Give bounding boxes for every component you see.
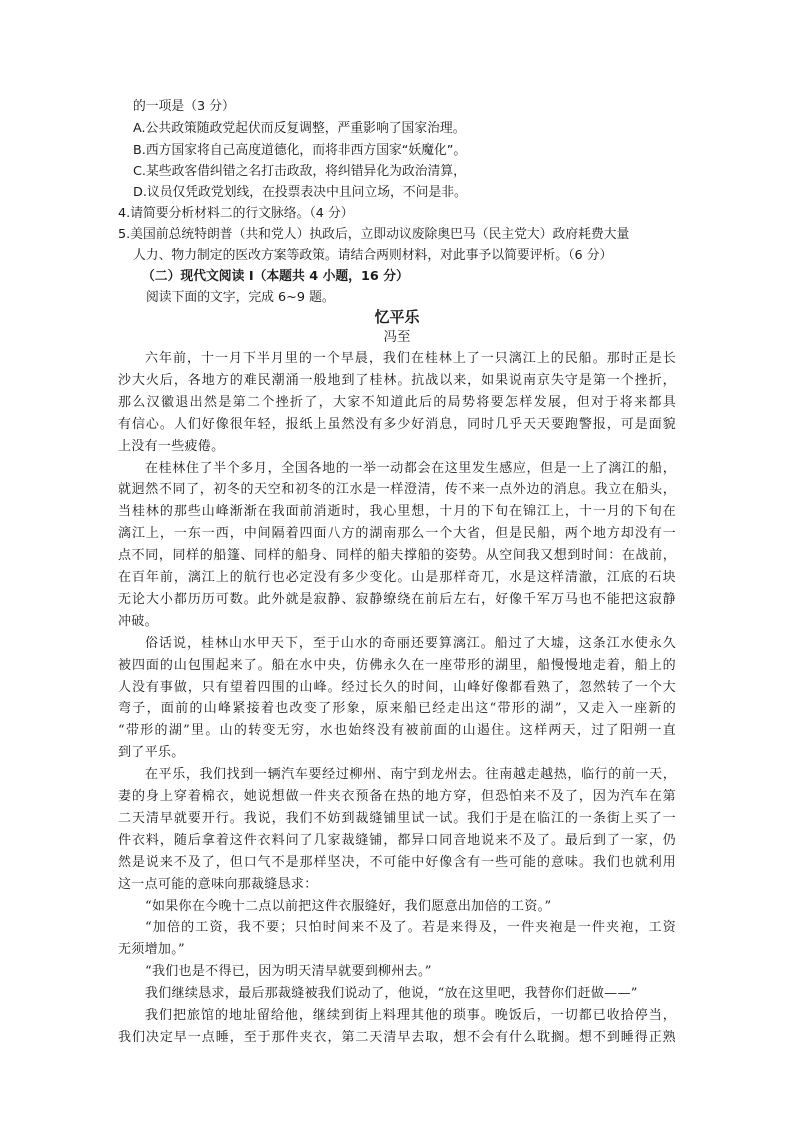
- article-line: 我们把旅馆的地址留给他，继续到街上料理其他的琐事。晚饭后，一切都已收拾停当，: [145, 1008, 676, 1023]
- article-line: 俗话说，桂林山水甲天下，至于山水的奇丽还要算漓江。船过了大墟，这条江水使永久: [145, 635, 676, 651]
- article-line: 漓江上，一东一西，中间隔着四面八方的湖南那么一个大省，但是民船，两个地方却没有一: [118, 526, 676, 542]
- article-line: “如果你在今晚十二点以前把这件衣服缝好，我们愿意出加倍的工资。”: [145, 898, 552, 914]
- article-line: 件衣料，随后拿着这件衣料问了几家裁缝铺，都异口同音地说来不及了。最后到了一家，仍: [118, 832, 676, 848]
- article-line: 在平乐，我们找到一辆汽车要经过柳州、南宁到龙州去。往南越走越热，临行的前一天，: [145, 767, 676, 783]
- article-line: 这一点可能的意味向那裁缝恳求：: [118, 876, 318, 892]
- article-line: 六年前，十一月下半月里的一个早晨，我们在桂林上了一只漓江上的民船。那时正是长: [145, 351, 676, 366]
- question-stem: 的一项是（3 分）: [133, 99, 235, 114]
- article-line: 上没有一些疲倦。: [118, 438, 225, 454]
- article-line: 被四面的山包围起来了。船在水中央，仿佛永久在一座带形的湖里，船慢慢地走着，船上的: [118, 657, 676, 673]
- article-line: 点不同，同样的船篷、同样的船身、同样的船夫撑船的姿势。从空间我又想到时间：在战前，: [118, 548, 676, 564]
- section-instruction: 阅读下面的文字，完成 6~9 题。: [146, 290, 335, 305]
- article-line: 无须增加。”: [118, 942, 185, 958]
- article-line: 弯子，面前的山峰紧接着也改变了形象，原来船已经走出这“带形的湖”，又走入一座新的: [118, 701, 676, 717]
- option-c: C.某些政客借纠错之名打击政敌，将纠错异化为政治清算，: [133, 164, 466, 179]
- article-line: 冲破。: [118, 613, 158, 629]
- article-line: 二天清早就要开行。我说，我们不妨到裁缝铺里试一试。我们于是在临江的一条街上买了一: [118, 810, 676, 826]
- option-b: B.西方国家将自己高度道德化，而将非西方国家“妖魔化”。: [133, 143, 467, 158]
- option-a: A.公共政策随政党起伏而反复调整，严重影响了国家治理。: [133, 121, 466, 136]
- article-line: 沙大火后，各地方的难民潮涌一般地到了桂林。抗战以来，如果说南京失守是第一个挫折，: [118, 372, 676, 388]
- article-line: 无论大小都历历可数。此外就是寂静、寂静缭绕在前后左右，好像千军万马也不能把这寂静: [118, 591, 676, 607]
- option-d: D.议员仅凭政党划线，在投票表决中且问立场，不问是非。: [133, 185, 467, 200]
- article-line: 到了平乐。: [118, 745, 185, 761]
- article-line: 就迥然不同了，初冬的天空和初冬的江水是一样澄清，传不来一点外边的消息。我立在船头，: [118, 482, 676, 498]
- article-line: 当桂林的那些山峰渐渐在我面前消逝时，我心里想，十月的下旬在锦江上，十一月的下旬在: [118, 504, 676, 520]
- article-line: 有信心。人们好像很年轻，报纸上虽然没有多少好消息，同时几乎天天要跑警报，可是面貌: [118, 416, 676, 432]
- article-line: 在百年前，漓江上的航行也必定没有多少变化。山是那样奇兀，水是这样清澈，江底的石块: [118, 570, 676, 585]
- article-title: 忆平乐: [374, 308, 420, 326]
- question-5-line-2: 人力、物力制定的医改方案等政策。请结合两则材料，对此事予以简要评析。（6 分）: [133, 248, 613, 263]
- article-line: 那么汉徽退出然是第二个挫折了，大家不知道此后的局势将要怎样发展，但对于将来都具: [118, 394, 676, 410]
- question-5-line-1: 5.美国前总统特朗普（共和党人）执政后，立即动议废除奥巴马（民主党大）政府耗费大量: [118, 227, 630, 242]
- article-line: 然是说来不及了，但口气不是那样坚决，不可能中好像含有一些可能的意味。我们也就利用: [118, 854, 676, 870]
- article-line: “加倍的工资，我不要；只怕时间来不及了。若是来得及，一件夹袍是一件夹袍，工资: [145, 920, 676, 936]
- section-heading: （二）现代文阅读 I（本题共 4 小题，16 分）: [142, 269, 409, 284]
- article-line: 人没有事做，只有望着四围的山峰。经过长久的时间，山峰好像都看熟了，忽然转了一个大: [118, 679, 676, 695]
- article-line: 我们决定早一点睡，至于那件夹衣，第二天清早去取，想不会有什么耽搁。想不到睡得正熟: [118, 1029, 676, 1045]
- question-4: 4.请简要分析材料二的行文脉络。（4 分）: [118, 206, 354, 221]
- article-line: 我们继续恳求，最后那裁缝被我们说动了，他说，“放在这里吧，我替你们赶做——”: [145, 986, 638, 1002]
- article-line: “带形的湖”里。山的转变无穷，水也始终没有被前面的山遏住。这样两天，过了阳朔一直: [118, 723, 676, 739]
- article-line: “我们也是不得已，因为明天清早就要到柳州去。”: [145, 964, 432, 980]
- article-author: 冯至: [383, 329, 411, 345]
- article-line: 在桂林住了半个多月，全国各地的一举一动都会在这里发生感应，但是一上了漓江的船，: [145, 460, 676, 476]
- article-line: 妻的身上穿着棉衣，她说想做一件夹衣预备在热的地方穿，但恐怕来不及了，因为汽车在第: [118, 789, 676, 804]
